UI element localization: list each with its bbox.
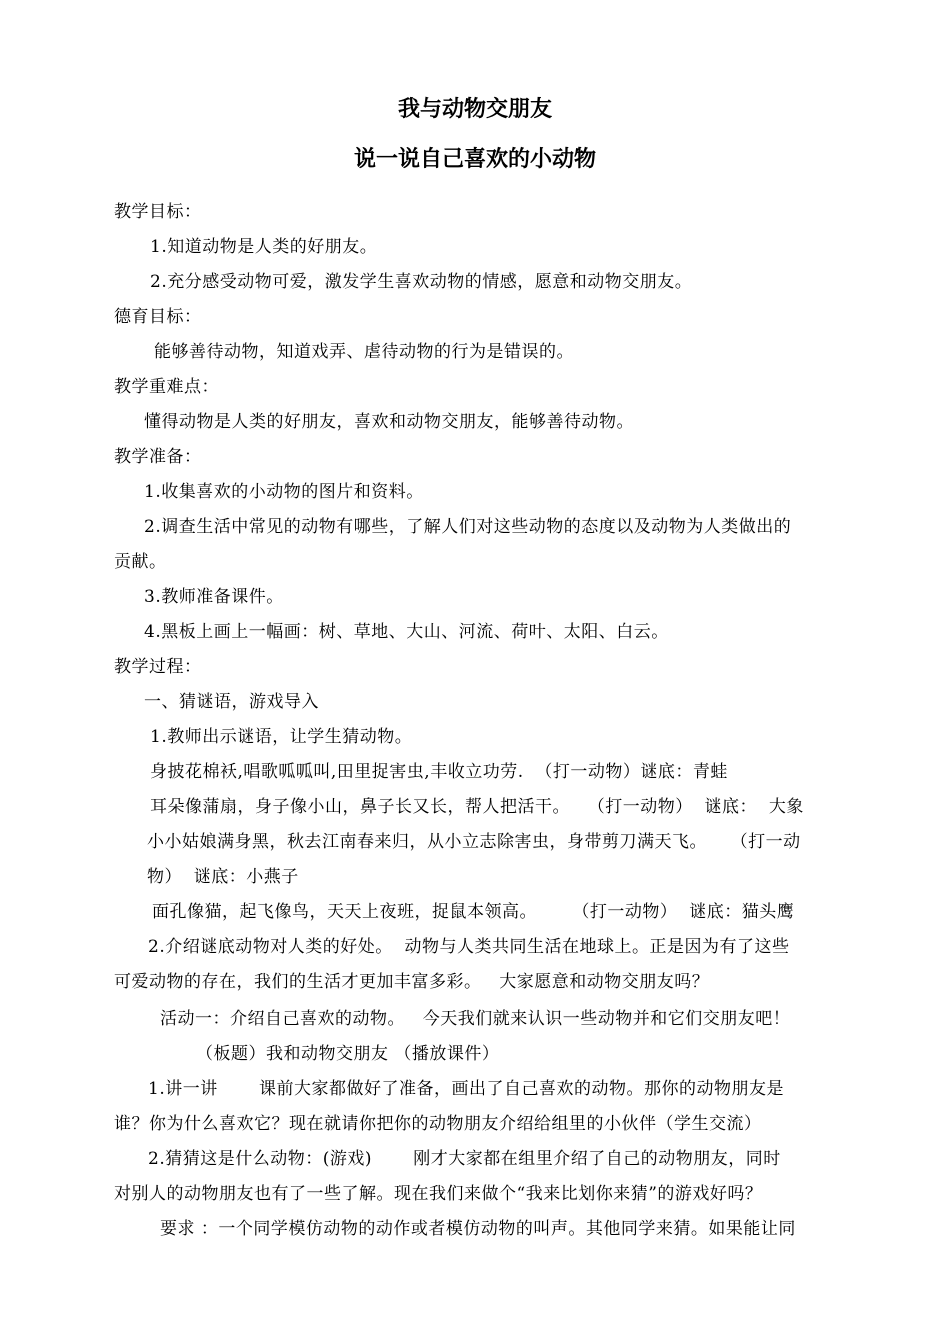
paragraph-line: 谁？你为什么喜欢它？现在就请你把你的动物朋友介绍给组里的小伙伴（学生交流） [114,1114,762,1134]
riddle-line: 面孔像猫，起飞像鸟，天天上夜班，捉鼠本领高。 （打一动物） 谜底：猫头鹰 [152,902,795,922]
document-title: 我与动物交朋友 [397,97,552,122]
section-heading-key-points: 教学重难点： [114,377,219,397]
paragraph-line: 1.知道动物是人类的好朋友。 [150,237,378,257]
paragraph-line: 2.猜猜这是什么动物：(游戏) 刚才大家都在组里介绍了自己的动物朋友，同时 [148,1149,781,1169]
section-heading-preparation: 教学准备： [114,447,202,467]
paragraph-line: 能够善待动物，知道戏弄、虐待动物的行为是错误的。 [154,342,574,362]
riddle-line: 物） 谜底：小燕子 [147,867,299,887]
paragraph-line: 2.介绍谜底动物对人类的好处。 动物与人类共同生活在地球上。正是因为有了这些 [148,937,790,957]
paragraph-line: 贡献。 [114,552,167,572]
riddle-line: 身披花棉袄,唱歌呱呱叫,田里捉害虫,丰收立功劳. （打一动物）谜底：青蛙 [150,762,728,782]
paragraph-line: 活动一：介绍自己喜欢的动物。 今天我们就来认识一些动物并和它们交朋友吧！ [160,1009,791,1029]
paragraph-line: （板题）我和动物交朋友 （播放课件） [196,1044,500,1064]
paragraph-line: 一、猜谜语，游戏导入 [144,692,319,712]
paragraph-line: 对别人的动物朋友也有了一些了解。现在我们来做个“我来比划你来猜”的游戏好吗？ [114,1184,763,1204]
paragraph-line: 要求 ：一个同学模仿动物的动作或者模仿动物的叫声。其他同学来猜。如果能让同 [160,1219,796,1239]
paragraph-line: 懂得动物是人类的好朋友，喜欢和动物交朋友，能够善待动物。 [144,412,634,432]
paragraph-line: 3.教师准备课件。 [144,587,284,607]
section-heading-process: 教学过程： [114,657,202,677]
paragraph-line: 1.讲一讲 课前大家都做好了准备，画出了自己喜欢的动物。那你的动物朋友是 [148,1079,785,1099]
section-heading-moral: 德育目标： [114,307,202,327]
section-heading-goals: 教学目标： [114,202,202,222]
riddle-line: 小小姑娘满身黑，秋去江南春来归，从小立志除害虫，身带剪刀满天飞。 （打一动 [147,832,801,852]
paragraph-line: 2.充分感受动物可爱，激发学生喜欢动物的情感，愿意和动物交朋友。 [150,272,693,292]
paragraph-line: 4.黑板上画上一幅画：树、草地、大山、河流、荷叶、太阳、白云。 [144,622,669,642]
paragraph-line: 1.收集喜欢的小动物的图片和资料。 [144,482,424,502]
paragraph-line: 可爱动物的存在，我们的生活才更加丰富多彩。 大家愿意和动物交朋友吗？ [114,972,710,992]
riddle-line: 耳朵像蒲扇，身子像小山，鼻子长又长，帮人把活干。 （打一动物） 谜底： 大象 [150,797,804,817]
paragraph-line: 2.调查生活中常见的动物有哪些，了解人们对这些动物的态度以及动物为人类做出的 [144,517,792,537]
paragraph-line: 1.教师出示谜语，让学生猜动物。 [150,727,413,747]
document-subtitle: 说一说自己喜欢的小动物 [353,147,596,172]
